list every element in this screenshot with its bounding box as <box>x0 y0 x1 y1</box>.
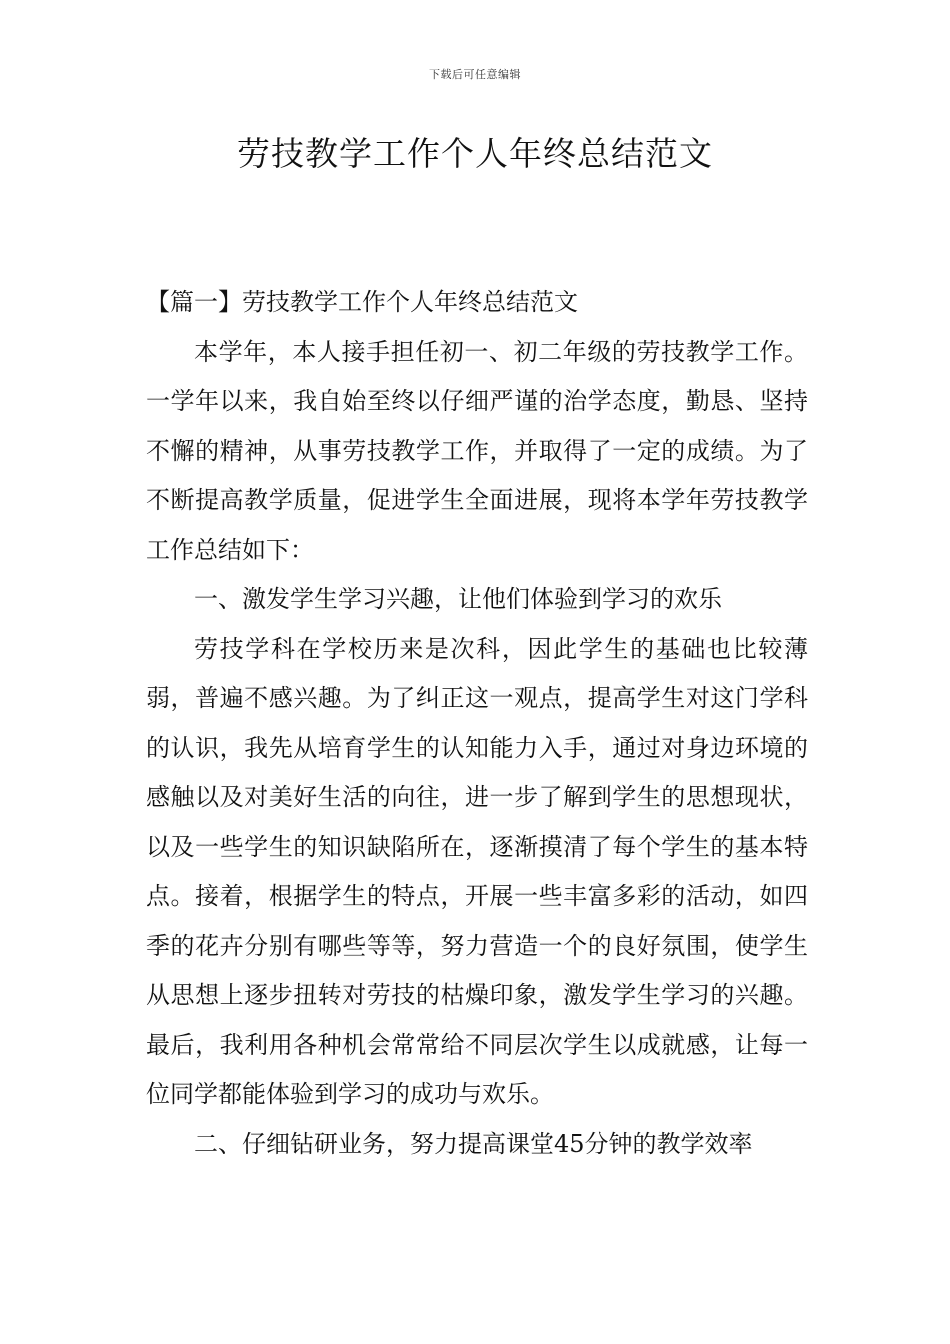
subheading-interest: 一、激发学生学习兴趣，让他们体验到学习的欢乐 <box>194 585 722 613</box>
document-body <box>146 278 808 1169</box>
paragraph-interest: 劳技学科在学校历来是次科，因此学生的基础也比较薄弱，普遍不感兴趣。为了纠正这一观点，提高学生对这门学科的认识，我先从培育学生的认知能力入手，通过对身边环境的感触以及对美好生活的向往，进一步了解到学生的思想现状，以及一些学生的知识缺陷所在，逐渐摸清了每个学生的基本特点。接着，根据学生的特点，开展一些丰富多彩的活动，如四季的花卉分别有哪些等等，努力营造一个的良好氛围，使学生从思想上逐步扭转对劳技的枯燥印象，激发学生学习的兴趣。最后，我利用各种机会常常给不同层次学生以成就感，让每一位同学都能体验到学习的成功与欢乐。 <box>146 634 808 1108</box>
document-title: 劳技教学工作个人年终总结范文 <box>237 134 713 173</box>
subheading-efficiency: 二、仔细钻研业务，努力提高课堂45分钟的教学效率 <box>194 1129 753 1158</box>
section-heading: 【篇一】劳技教学工作个人年终总结范文 <box>146 288 578 316</box>
paragraph-intro: 本学年，本人接手担任初一、初二年级的劳技教学工作。一学年以来，我自始至终以仔细严谨的治学态度，勤恳、坚持不懈的精神，从事劳技教学工作，并取得了一定的成绩。为了不断提高教学质量，促进学生全面进展，现将本学年劳技教学工作总结如下： <box>146 337 808 564</box>
header-note: 下载后可任意编辑 <box>429 68 521 81</box>
